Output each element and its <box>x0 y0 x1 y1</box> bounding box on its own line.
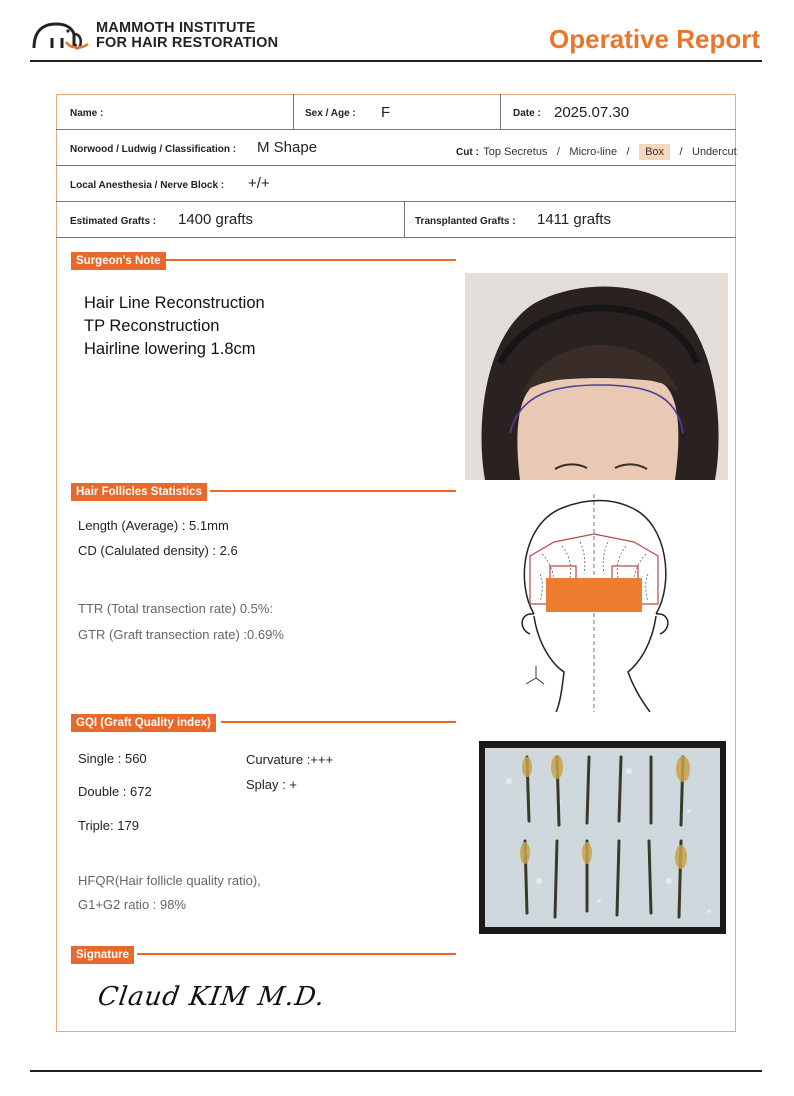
divider <box>404 202 405 238</box>
gqi-double: Double : 672 <box>78 784 152 799</box>
gqi-triple: Triple: 179 <box>78 818 139 833</box>
calculated-density: CD (Calulated density) : 2.6 <box>78 543 238 558</box>
gqi-heading: GQI (Graft Quality index) <box>71 714 216 732</box>
divider <box>293 94 294 130</box>
section-rule <box>210 490 456 492</box>
hairline-photo <box>465 273 728 480</box>
cut-label: Cut : <box>456 147 479 158</box>
surgeons-note-heading: Surgeon's Note <box>71 252 166 270</box>
report-title: Operative Report <box>549 24 760 54</box>
info-row-grafts <box>56 202 736 238</box>
signature-text: Claud KIM M.D. <box>95 982 328 1012</box>
length-average: Length (Average) : 5.1mm <box>78 518 229 533</box>
gtr-rate: GTR (Graft transection rate) :0.69% <box>78 627 284 642</box>
date-label: Date : <box>513 108 541 119</box>
signature-heading: Signature <box>71 946 134 964</box>
hfqr-label: HFQR(Hair follicle quality ratio), <box>78 873 261 888</box>
cut-option-box-selected: Box <box>639 144 670 160</box>
institute-name <box>96 21 278 51</box>
cut-options <box>456 142 737 160</box>
note-line: Hairline lowering 1.8cm <box>84 340 256 358</box>
sex-age-value: F <box>381 104 391 121</box>
classification-value: M Shape <box>257 139 318 156</box>
head-diagram <box>512 494 672 712</box>
section-rule <box>221 721 456 723</box>
mammoth-logo-icon <box>30 18 92 52</box>
section-rule <box>137 953 456 955</box>
g1-g2-ratio: G1+G2 ratio : 98% <box>78 897 187 912</box>
date-value: 2025.07.30 <box>554 104 630 121</box>
gqi-splay: Splay : + <box>246 777 297 792</box>
institute-line2: FOR HAIR RESTORATION <box>96 35 279 51</box>
classification-label: Norwood / Ludwig / Classification : <box>70 144 237 155</box>
gqi-curvature: Curvature :+++ <box>246 752 334 767</box>
transplanted-grafts-label: Transplanted Grafts : <box>415 216 516 227</box>
cut-separator: / <box>679 146 683 158</box>
cut-option-top-secretus: Top Secretus <box>483 146 548 158</box>
cut-option-micro-line: Micro-line <box>569 146 618 158</box>
follicle-stats-heading: Hair Follicles Statistics <box>71 483 207 501</box>
name-label: Name : <box>70 108 104 119</box>
estimated-grafts-value: 1400 grafts <box>178 211 254 228</box>
graft-photo <box>479 741 726 934</box>
anesthesia-label: Local Anesthesia / Nerve Block : <box>70 180 225 191</box>
info-row-name <box>56 94 736 130</box>
section-rule <box>166 259 456 261</box>
estimated-grafts-label: Estimated Grafts : <box>70 216 157 227</box>
cut-separator: / <box>626 146 630 158</box>
transplanted-grafts-value: 1411 grafts <box>537 211 611 228</box>
gqi-single: Single : 560 <box>78 751 147 766</box>
cut-separator: / <box>556 146 560 158</box>
top-divider <box>30 60 762 62</box>
institute-line1: MAMMOTH INSTITUTE <box>96 20 256 36</box>
anesthesia-value: +/+ <box>248 175 270 192</box>
ttr-rate: TTR (Total transection rate) 0.5%: <box>78 601 274 616</box>
note-line: TP Reconstruction <box>84 317 220 335</box>
surgeons-note-body <box>84 292 265 361</box>
note-line: Hair Line Reconstruction <box>84 294 265 312</box>
bottom-divider <box>30 1070 762 1072</box>
divider <box>500 94 501 130</box>
cut-option-undercut: Undercut <box>692 146 737 158</box>
sex-age-label: Sex / Age : <box>305 108 356 119</box>
